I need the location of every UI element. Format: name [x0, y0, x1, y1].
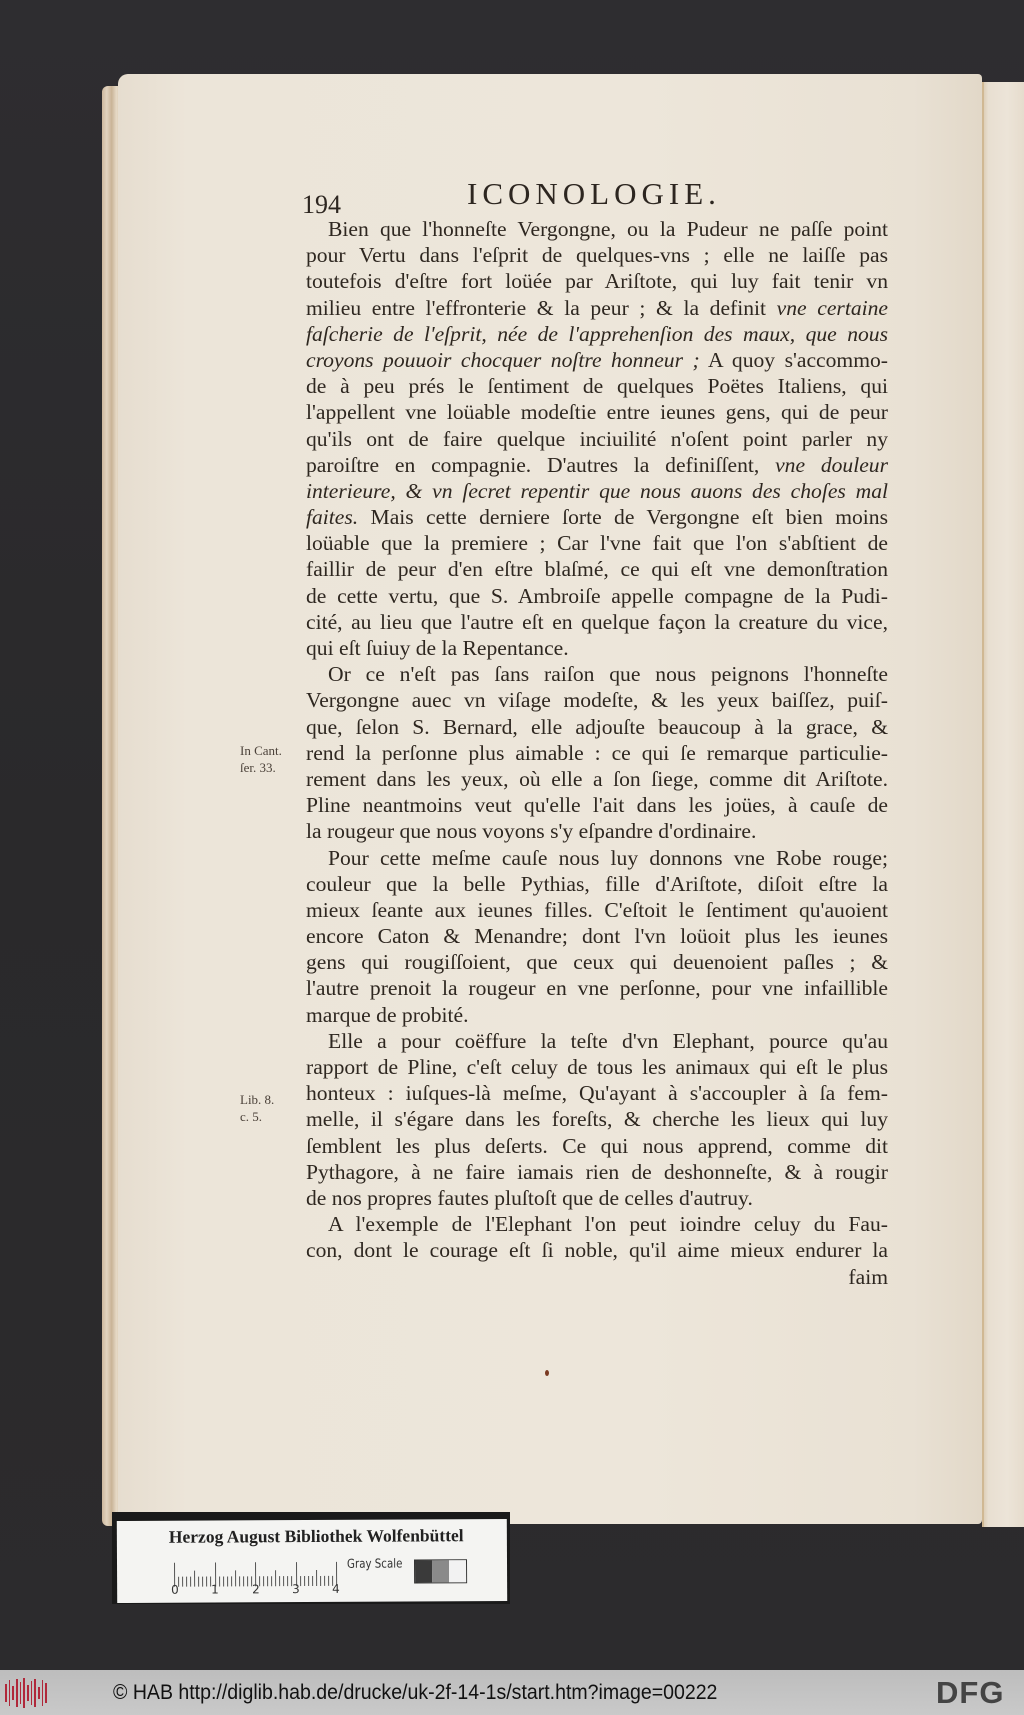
dfg-logo: DFG [936, 1675, 1005, 1710]
ruler-tick [316, 1570, 317, 1586]
italic-quote: interieure, & vn ſecret repentir que nous auons des choſes mal [306, 478, 888, 503]
ruler-tick [247, 1576, 248, 1586]
page-number: 194 [302, 190, 341, 219]
margin-note-line: ſer. 33. [240, 760, 276, 775]
text-line [306, 321, 888, 347]
ruler-tick [328, 1576, 329, 1586]
text-line: con, dont le courage eſt ſi noble, qu'il aime mieux endurer la [306, 1238, 888, 1263]
text-line: Vergongne auec vn viſage modeſte, & les yeux baiſſez, puiſ- [306, 688, 888, 713]
ruler-tick [182, 1577, 183, 1587]
ruler-tick [279, 1576, 280, 1586]
ruler-tick [300, 1576, 301, 1586]
margin-note-1 [240, 742, 282, 776]
text-line: honteux : iuſques-là meſme, Qu'ayant à s'accoupler à ſa fem- [306, 1081, 888, 1106]
footer-bar [0, 1670, 1024, 1715]
gray-swatch [449, 1560, 466, 1582]
italic-quote: vne certaine [776, 295, 888, 320]
text-line: de à peu prés le ſentiment de quelques Poëtes Italiens, qui [306, 374, 888, 399]
ink-spot [545, 1370, 549, 1376]
ruler-tick [198, 1577, 199, 1587]
text-line: paroiſtre en compagnie. D'autres la definiſſent, vne douleur [306, 452, 888, 477]
ruler-tick [267, 1576, 268, 1586]
margin-note-line: In Cant. [240, 743, 282, 758]
italic-quote: vne douleur [775, 452, 888, 477]
color-card [117, 1519, 507, 1603]
text-line: qu'ils ont de faire quelque inciuilité n'oſent point parler ny [306, 426, 888, 451]
body-text [306, 216, 888, 1290]
text-line: croyons pouuoir chocquer noſtre honneur ; A quoy s'accommo- [306, 347, 888, 372]
text-line: marque de probité. [306, 1002, 469, 1027]
ruler-tick [231, 1576, 232, 1586]
text-line: Pour cette meſme cauſe nous luy donnons vne Robe rouge; [328, 845, 888, 870]
ruler-label: 4 [332, 1581, 340, 1596]
text-line: pour Vertu dans l'eſprit de quelques-vns ; elle ne laiſſe pas [306, 243, 888, 268]
ruler-tick [304, 1576, 305, 1586]
ruler-tick [320, 1576, 321, 1586]
gutter-line [982, 82, 984, 1527]
text-line: Elle a pour coëffure la teſte d'vn Elephant, pource qu'au [328, 1028, 888, 1053]
italic-quote: croyons pouuoir chocquer noſtre honneur ; [306, 347, 700, 372]
text-line: faim [848, 1264, 888, 1289]
gray-scale-label: Gray Scale [346, 1555, 403, 1571]
text-line: Bien que l'honneſte Vergongne, ou la Pudeur ne paſſe point [328, 217, 888, 241]
text-line: de nos propres fautes pluſtoſt que de celles d'autruy. [306, 1185, 753, 1210]
text-line: de cette vertu, que S. Ambroiſe appelle compagne de la Pudi- [306, 583, 888, 608]
ruler-tick [190, 1577, 191, 1587]
text-line: toutefois d'eſtre fort loüée par Ariſtote, qui luy fait tenir vn [306, 269, 888, 294]
text-line: encore Caton & Menandre; dont l'vn loüoit plus les ieunes [306, 924, 888, 949]
ruler-tick [186, 1577, 187, 1587]
ruler-label: 3 [292, 1582, 300, 1597]
ruler-tick [235, 1570, 236, 1586]
text-line: cité, au lieu que l'autre eſt en quelque façon la creature du vice, [306, 609, 888, 634]
ruler-tick [275, 1570, 276, 1586]
text-line: couleur que la belle Pythias, fille d'Ariſtote, diſoit eſtre la [306, 871, 888, 896]
italic-quote: faites. [306, 505, 359, 530]
margin-note-line: c. 5. [240, 1109, 263, 1124]
gray-swatch [415, 1560, 432, 1582]
text-line: la rougeur que nous voyons s'y eſpandre d'ordinaire. [306, 819, 757, 844]
text-line: loüable que la premiere ; Car l'vne fait que l'on s'abſtient de [306, 531, 888, 556]
text-line: rend la perſonne plus aimable : ce qui ſe remarque particulie- [306, 740, 888, 765]
ruler-tick [324, 1576, 325, 1586]
text-line: rapport de Pline, c'eſt celuy de tous les animaux qui eſt le plus [306, 1055, 888, 1079]
text-line: rement dans les yeux, où elle a ſon ſiege, comme dit Ariſtote. [306, 766, 888, 791]
ruler-tick [308, 1576, 309, 1586]
ruler-tick [283, 1576, 284, 1586]
margin-note-line: Lib. 8. [240, 1092, 275, 1107]
ruler-tick [263, 1576, 264, 1586]
text-line: milieu entre l'effronterie & la peur ; & la definit vne certaine [306, 295, 888, 320]
ruler-tick [223, 1576, 224, 1586]
text-line: ſemblent les plus deſerts. Ce qui nous apprend, comme dit [306, 1133, 888, 1158]
ruler-label: 2 [252, 1582, 260, 1597]
ruler-label: 0 [171, 1582, 179, 1597]
ruler-tick [227, 1576, 228, 1586]
margin-note-2 [240, 1091, 274, 1125]
text-line: A l'exemple de l'Elephant l'on peut ioindre celuy du Fau- [328, 1212, 888, 1237]
text-line: l'appellent vne loüable modeſtie entre ieunes gens, qui de peur [306, 400, 888, 425]
ruler-tick [206, 1577, 207, 1587]
gray-scale-swatches [414, 1559, 467, 1583]
ruler-tick [239, 1576, 240, 1586]
gray-swatch [432, 1560, 449, 1582]
text-line: l'autre prenoit la rougeur en vne perſonne, pour vne infaillible [306, 976, 888, 1001]
facing-page-edge [982, 82, 1024, 1527]
ruler-tick [219, 1576, 220, 1586]
ruler-tick [271, 1576, 272, 1586]
hab-logo-icon [5, 1678, 47, 1708]
text-line: mieux ſeante aux ieunes filles. C'eſtoit le ſentiment qu'auoient [306, 897, 888, 922]
ruler-tick [287, 1576, 288, 1586]
ruler-tick [194, 1571, 195, 1587]
text-line: Pline neantmoins veut qu'elle l'ait dans les joües, à cauſe de [306, 793, 888, 818]
text-line: faillir de peur d'en eſtre blaſmé, ce qui eſt vne demonſtration [306, 557, 888, 582]
text-line [306, 478, 888, 504]
text-line: que, ſelon S. Bernard, elle adjouſte beaucoup à la grace, & [306, 714, 888, 739]
card-title: Herzog August Bibliothek Wolfenbüttel [168, 1525, 464, 1547]
ruler-tick [243, 1576, 244, 1586]
text-line: Pythagore, à ne faire iamais rien de deshonneſte, & à rougir [306, 1159, 888, 1184]
ruler-tick [202, 1577, 203, 1587]
italic-quote: faſcherie de l'eſprit, née de l'apprehenſion des maux, que nous [306, 321, 888, 346]
text-line: gens qui rougiſſoient, que ceux qui deuenoient paſles ; & [306, 950, 888, 975]
text-line: Or ce n'eſt pas ſans raiſon que nous peignons l'honneſte [328, 662, 888, 687]
ruler-tick [312, 1576, 313, 1586]
page-header [302, 176, 902, 219]
text-line: faites. Mais cette derniere ſorte de Vergongne eſt bien moins [306, 505, 888, 530]
copyright-url[interactable]: © HAB http://diglib.hab.de/drucke/uk-2f-14-1s/start.htm?image=00222 [113, 1681, 718, 1704]
text-line: melle, il s'égare dans les foreſts, & cherche les lieux qui luy [306, 1107, 888, 1132]
text-line: qui eſt ſuiuy de la Repentance. [306, 636, 569, 660]
running-title: ICONOLOGIE. [467, 176, 721, 211]
ruler-label: 1 [211, 1582, 219, 1597]
